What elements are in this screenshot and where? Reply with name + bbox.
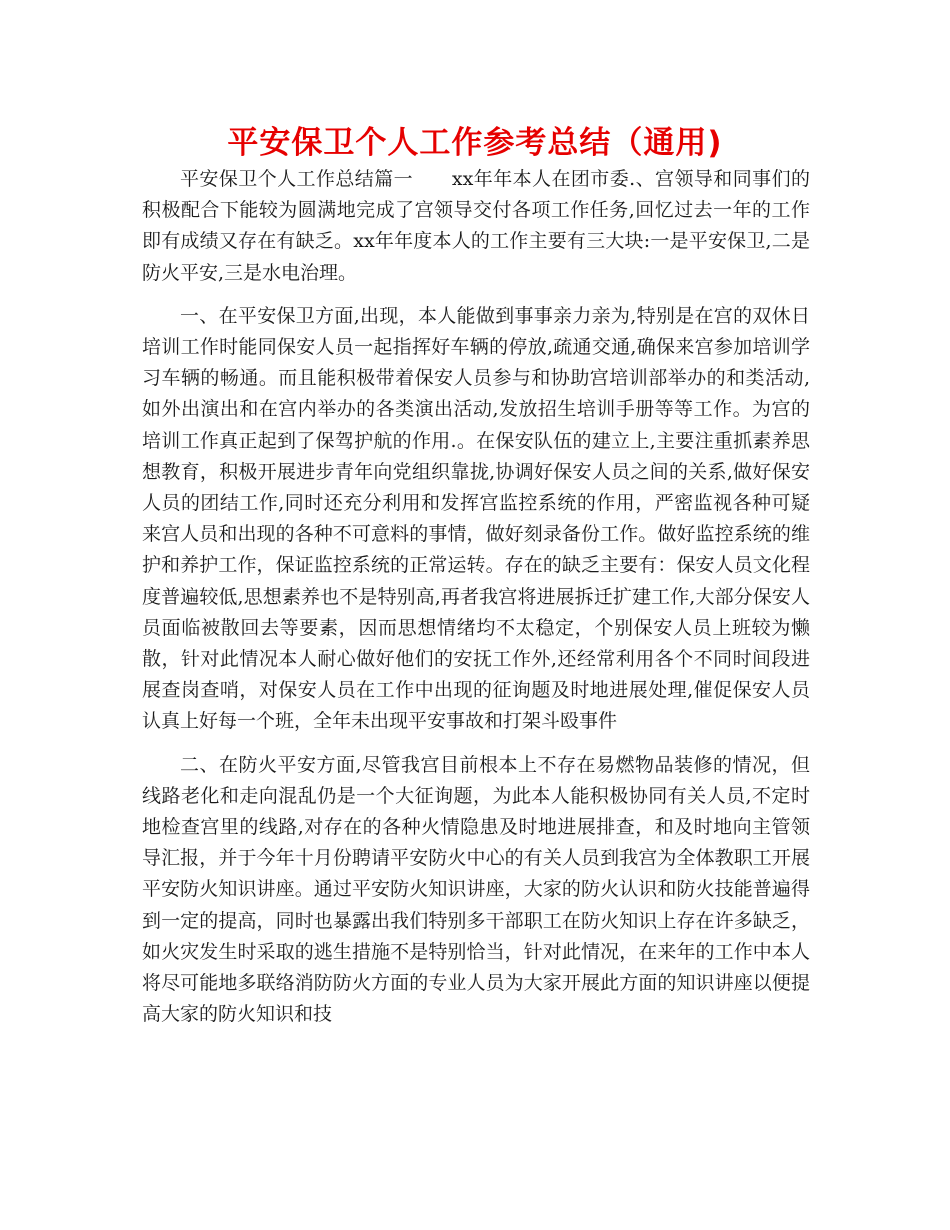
paragraph-intro: 平安保卫个人工作总结篇一 xx年年本人在团市委.、宫领导和同事们的积极配合下能较为圆满地完成了宫领导交付各项工作任务,回忆过去一年的工作即有成绩又存在有缺乏。xx年年度本人的工作主要有三大块:一是平安保卫,二是防火平安,三是水电治理。 [142,168,810,284]
paragraph-fire-safety: 二、在防火平安方面,尽管我宫目前根本上不存在易燃物品装修的情况，但线路老化和走向混乱仍是一个大征询题，为此本人能积极协同有关人员,不定时地检查宫里的线路,对存在的各种火情隐患及时地进展排查，和及时地向主管领导汇报，并于今年十月份聘请平安防火中心的有关人员到我宫为全体教职工开展平安防火知识讲座。通过平安防火知识讲座，大家的防火认识和防火技能普遍得到一定的提高，同时也暴露出我们特别多干部职工在防火知识上存在许多缺乏，如火灾发生时采取的逃生措施不是特别恰当，针对此情况，在来年的工作中本人将尽可能地多联络消防防火方面的专业人员为大家开展此方面的知识讲座以便提高大家的防火知识和技 [142,753,810,1026]
paragraph-gap [142,289,810,301]
document-body [142,164,810,1030]
document-title: 平安保卫个人工作参考总结（通用) [227,125,723,161]
paragraph-gap [142,738,810,750]
paragraph-security: 一、在平安保卫方面,出现，本人能做到事事亲力亲为,特别是在宫的双休日培训工作时能同保安人员一起指挥好车辆的停放,疏通交通,确保来宫参加培训学习车辆的畅通。而且能积极带着保安人员参与和协助宫培训部举办的和类活动,如外出演出和在宫内举办的各类演出活动,发放招生培训手册等等工作。为宫的培训工作真正起到了保驾护航的作用.。在保安队伍的建立上,主要注重抓素养思想教育，积极开展进步青年向党组织靠拢,协调好保安人员之间的关系,做好保安人员的团结工作,同时还充分利用和发挥宫监控系统的作用，严密监视各种可疑来宫人员和出现的各种不可意料的事情，做好刻录备份工作。做好监控系统的维护和养护工作，保证监控系统的正常运转。存在的缺乏主要有：保安人员文化程度普遍较低,思想素养也不是特别高,再者我宫将进展拆迁扩建工作,大部分保安人员面临被散回去等要素，因而思想情绪均不太稳定，个别保安人员上班较为懒散，针对此情况本人耐心做好他们的安抚工作外,还经常利用各个不同时间段进展查岗查哨，对保安人员在工作中出现的征询题及时地进展处理,催促保安人员认真上好每一个班，全年未出现平安事故和打架斗殴事件 [142,304,810,733]
